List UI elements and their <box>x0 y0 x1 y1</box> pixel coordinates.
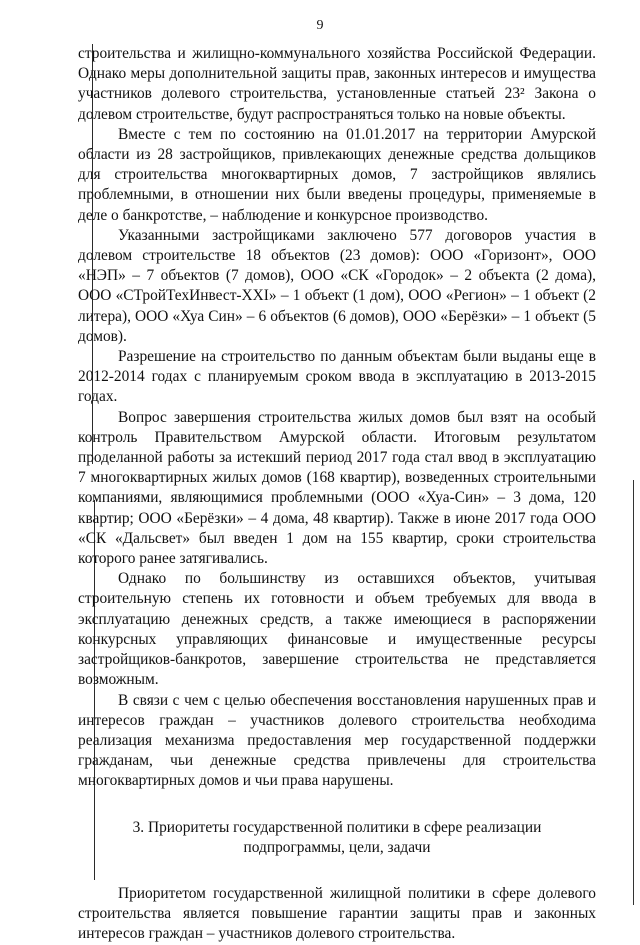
paragraph: Разрешение на строительство по данным объектам были выданы еще в 2012-2014 годах с планируемым сроком ввода в эксплуатацию в 2013-2015 годах. <box>78 348 596 406</box>
section-heading <box>78 818 596 858</box>
paragraph: строительства и жилищно-коммунального хозяйства Российской Федерации. Однако меры дополнительной защиты прав, законных интересов и имущества участников долевого строительства, установленные статьей 23² Закона о долевом строительстве, будут распространяться только на новые объекты. <box>78 45 596 123</box>
paragraph: В связи с чем с целью обеспечения восстановления нарушенных прав и интересов граждан – участников долевого строительства необходима реализация механизма предоставления мер государственной поддержки гражданам, чьи денежные средства привлечены для строительства многоквартирных домов и чьи права нарушены. <box>78 691 596 790</box>
section-heading-line2: подпрограммы, цели, задачи <box>243 838 431 856</box>
paragraph: Вместе с тем по состоянию на 01.01.2017 на территории Амурской области из 28 застройщиков, привлекающих денежные средства дольщиков для строительства многоквартирных домов, 7 застройщиков являлись проблемными, в отношении них были введены процедуры, применяемые в деле о банкротстве, – наблюдение и конкурсное производство. <box>78 125 596 224</box>
paragraph: Приоритетом государственной жилищной политики в сфере долевого строительства является повышение гарантии защиты прав и законных интересов граждан – участников долевого строительства. <box>78 884 596 943</box>
section-heading-line1: 3. Приоритеты государственной политики в сфере реализации <box>132 818 542 836</box>
paragraph: Однако по большинству из оставшихся объектов, учитывая строительную степень их готовности и объем требуемых для ввода в эксплуатацию денежных средств, а также имеющиеся в распоряжении конкурсных управляющих финансовые и имущественные ресурсы застройщиков-банкротов, завершение строительства не представляется возможным. <box>78 570 596 689</box>
paragraph: Указанными застройщиками заключено 577 договоров участия в долевом строительстве 18 объектов (23 домов): ООО «Горизонт», ООО «НЭП» – 7 объектов (7 домов), ООО «СК «Городок» – 2 объекта (2 дома), ООО «СТройТехИнвест-XXI» – 1 объект (1 дом), ООО «Регион» – 1 объект (2 литера), ООО «Хуа Син» – 6 объектов (6 домов), ООО «Берёзки» – 1 объект (5 домов). <box>78 226 596 345</box>
document-body <box>78 44 596 945</box>
paragraph: Вопрос завершения строительства жилых домов был взят на особый контроль Правительством Амурской области. Итоговым результатом проделанной работы за истекший период 2017 года стал ввод в эксплуатацию 7 многоквартирных жилых домов (168 квартир), возведенных строительными компаниями, являющимися проблемными (ООО «Хуа-Син» – 3 дома, 120 квартир; ООО «Берёзки» – 4 дома, 48 квартир). Также в июне 2017 года ООО «СК «Дальсвет» был введен 1 дом на 155 квартир, сроки строительства которого ранее затягивались. <box>78 408 596 568</box>
page-number: 9 <box>316 18 324 33</box>
scan-artifact-edge <box>633 480 634 905</box>
